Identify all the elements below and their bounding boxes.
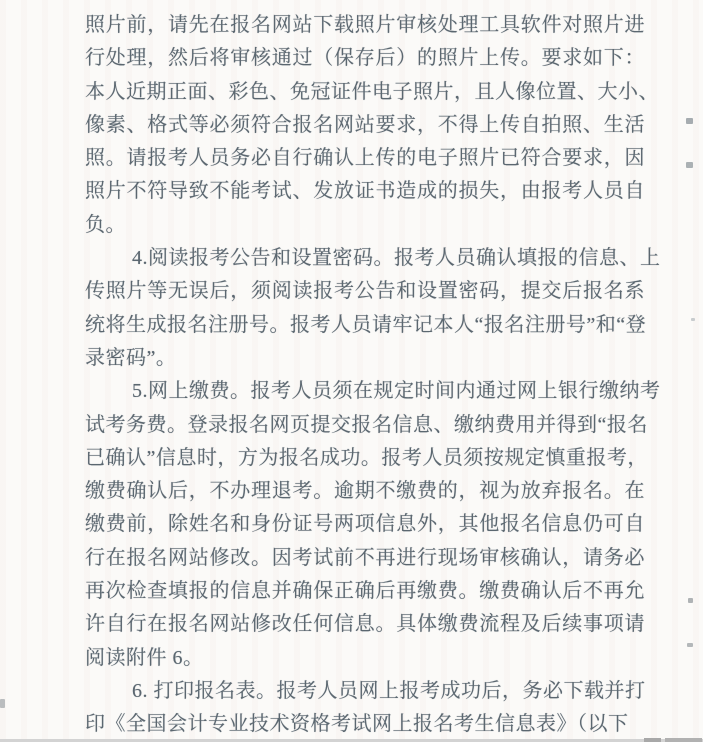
text-line: 6. 打印报名表。报考人员网上报考成功后，务必下载并打 (132, 679, 646, 702)
document-text (85, 9, 661, 742)
scan-edge-segment (644, 738, 661, 742)
text-line: 照片前，请先在报名网站下载照片审核处理工具软件对照片进 (85, 14, 645, 36)
scan-speck (0, 699, 5, 708)
text-line: 再次检查填报的信息并确保正确后再缴费。缴费确认后不再允 (85, 580, 645, 603)
text-line: 许自行在报名网站修改任何信息。具体缴费流程及后续事项请 (85, 613, 645, 636)
scan-edge-segment (665, 738, 702, 742)
text-line: 行处理，然后将审核通过（保存后）的照片上传。要求如下： (85, 47, 645, 70)
text-line: 负。 (85, 213, 126, 236)
text-line: 5.网上缴费。报考人员须在规定时间内通过网上银行缴纳考 (132, 380, 661, 403)
scan-speck (686, 162, 693, 168)
text-line: 缴费确认后，不办理退考。逾期不缴费的，视为放弃报名。在 (85, 480, 645, 503)
text-line: 缴费前，除姓名和身份证号两项信息外，其他报名信息仍可自 (85, 513, 645, 536)
text-line: 像素、格式等必须符合报名网站要求，不得上传自拍照、生活 (85, 113, 645, 136)
text-line: 录密码”。 (85, 346, 177, 369)
text-line: 已确认”信息时，方为报名成功。报考人员须按规定慎重报考， (85, 446, 648, 469)
scan-speck (691, 318, 695, 321)
text-line: 照片不符导致不能考试、发放证书造成的损失，由报考人员自 (85, 180, 645, 203)
text-line: 照。请报考人员务必自行确认上传的电子照片已符合要求，因 (85, 147, 645, 170)
text-line: 印《全国会计专业技术资格考试网上报名考生信息表》（以下 (85, 713, 629, 736)
text-line: 试考务费。登录报名网页提交报名信息、缴纳费用并得到“报名 (85, 413, 648, 436)
text-line: 传照片等无误后，须阅读报考公告和设置密码，提交后报名系 (85, 280, 645, 303)
scan-speck (686, 118, 693, 124)
scan-speck (688, 598, 693, 603)
text-line: 阅读附件 6。 (85, 646, 204, 669)
scan-speck (687, 643, 693, 647)
text-line: 4.阅读报考公告和设置密码。报考人员确认填报的信息、上 (132, 247, 661, 270)
text-line: 统将生成报名注册号。报考人员请牢记本人“报名注册号”和“登 (85, 313, 647, 336)
text-line: 行在报名网站修改。因考试前不再进行现场审核确认，请务必 (85, 546, 645, 569)
text-line: 本人近期正面、彩色、免冠证件电子照片，且人像位置、大小、 (85, 80, 659, 103)
